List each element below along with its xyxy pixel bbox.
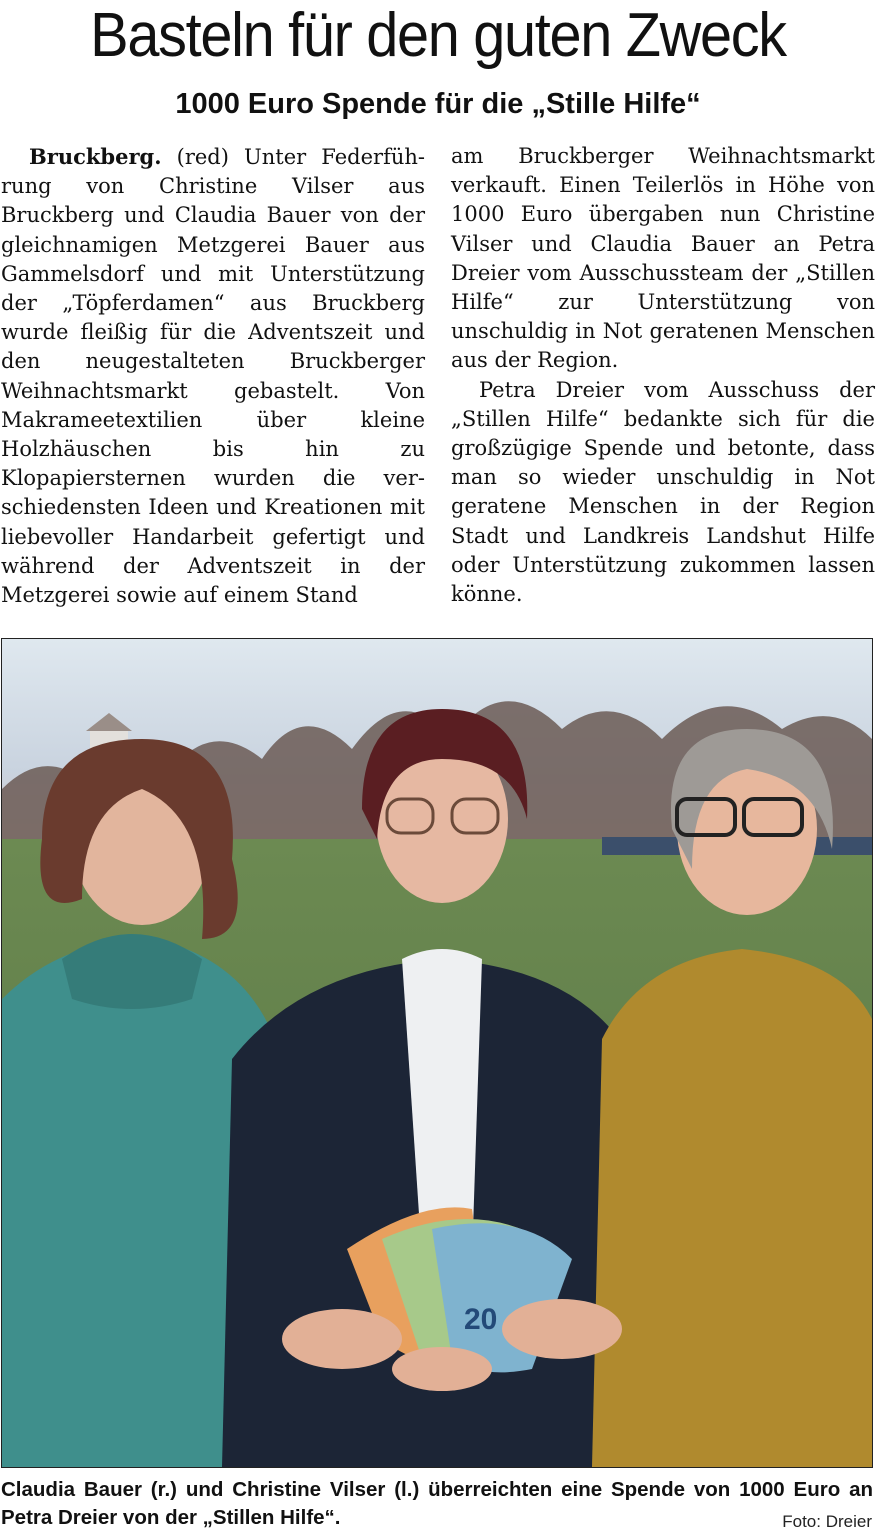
article-paragraph-1-text: (red) Unter Federführung von Christine Vilser aus Bruckberg und Claudia Bauer von der gleichnamigen Metzgerei Bauer aus Gammelsdorf und mit Unterstützung der „Töpferdamen“ aus Bruckberg wurde fleißig für die Adventszeit und den neugestalteten Bruckberger Weihnachtsmarkt gebastelt. Von Makrameetextilien über kleine Holzhäuschen bis hin zu Klopapiersternen wurden die verschiedensten Ideen und Kreationen mit liebevoller Handarbeit gefertigt und während der Adventszeit in der Metzgerei sowie auf einem Stand: [1, 145, 425, 608]
photo-caption: Claudia Bauer (r.) und Christine Vilser (l.) überreichten eine Spende von 1000 Euro an Petra Dreier von der „Stillen Hilfe“.: [1, 1478, 873, 1529]
photo-illustration: [2, 639, 872, 1467]
article-paragraph-1: [1, 142, 425, 610]
banknote-label: 20: [464, 1303, 498, 1336]
article-dateline: Bruckberg.: [29, 144, 162, 169]
article-paragraph-2: Petra Dreier vom Ausschuss der „Stillen Hilfe“ bedankte sich für die großzügige Spende und betonte, dass man so wieder unschuldig in Not geratene Menschen in der Region Stadt und Landkreis Landshut Hilfe oder Unterstützung zukommen lassen könne.: [451, 377, 875, 607]
article-column-left: [1, 142, 425, 610]
article-headline: Basteln für den guten Zweck: [90, 1, 786, 70]
article-column-right: [451, 142, 875, 609]
article-subheadline: 1000 Euro Spende für die „Stille Hilfe“: [175, 88, 701, 120]
photo-credit: Foto: Dreier: [782, 1512, 872, 1531]
article-photo: [1, 638, 873, 1468]
article-paragraph-1-continued: am Bruckberger Weihnachtsmarkt verkauft. Einen Teilerlös in Höhe von 1000 Euro übergaben nun Christine Vilser und Claudia Bauer an Petra Dreier vom Ausschussteam der „Stillen Hilfe“ zur Unterstützung von unschuldig in Not geratenen Menschen aus der Region.: [451, 144, 875, 373]
